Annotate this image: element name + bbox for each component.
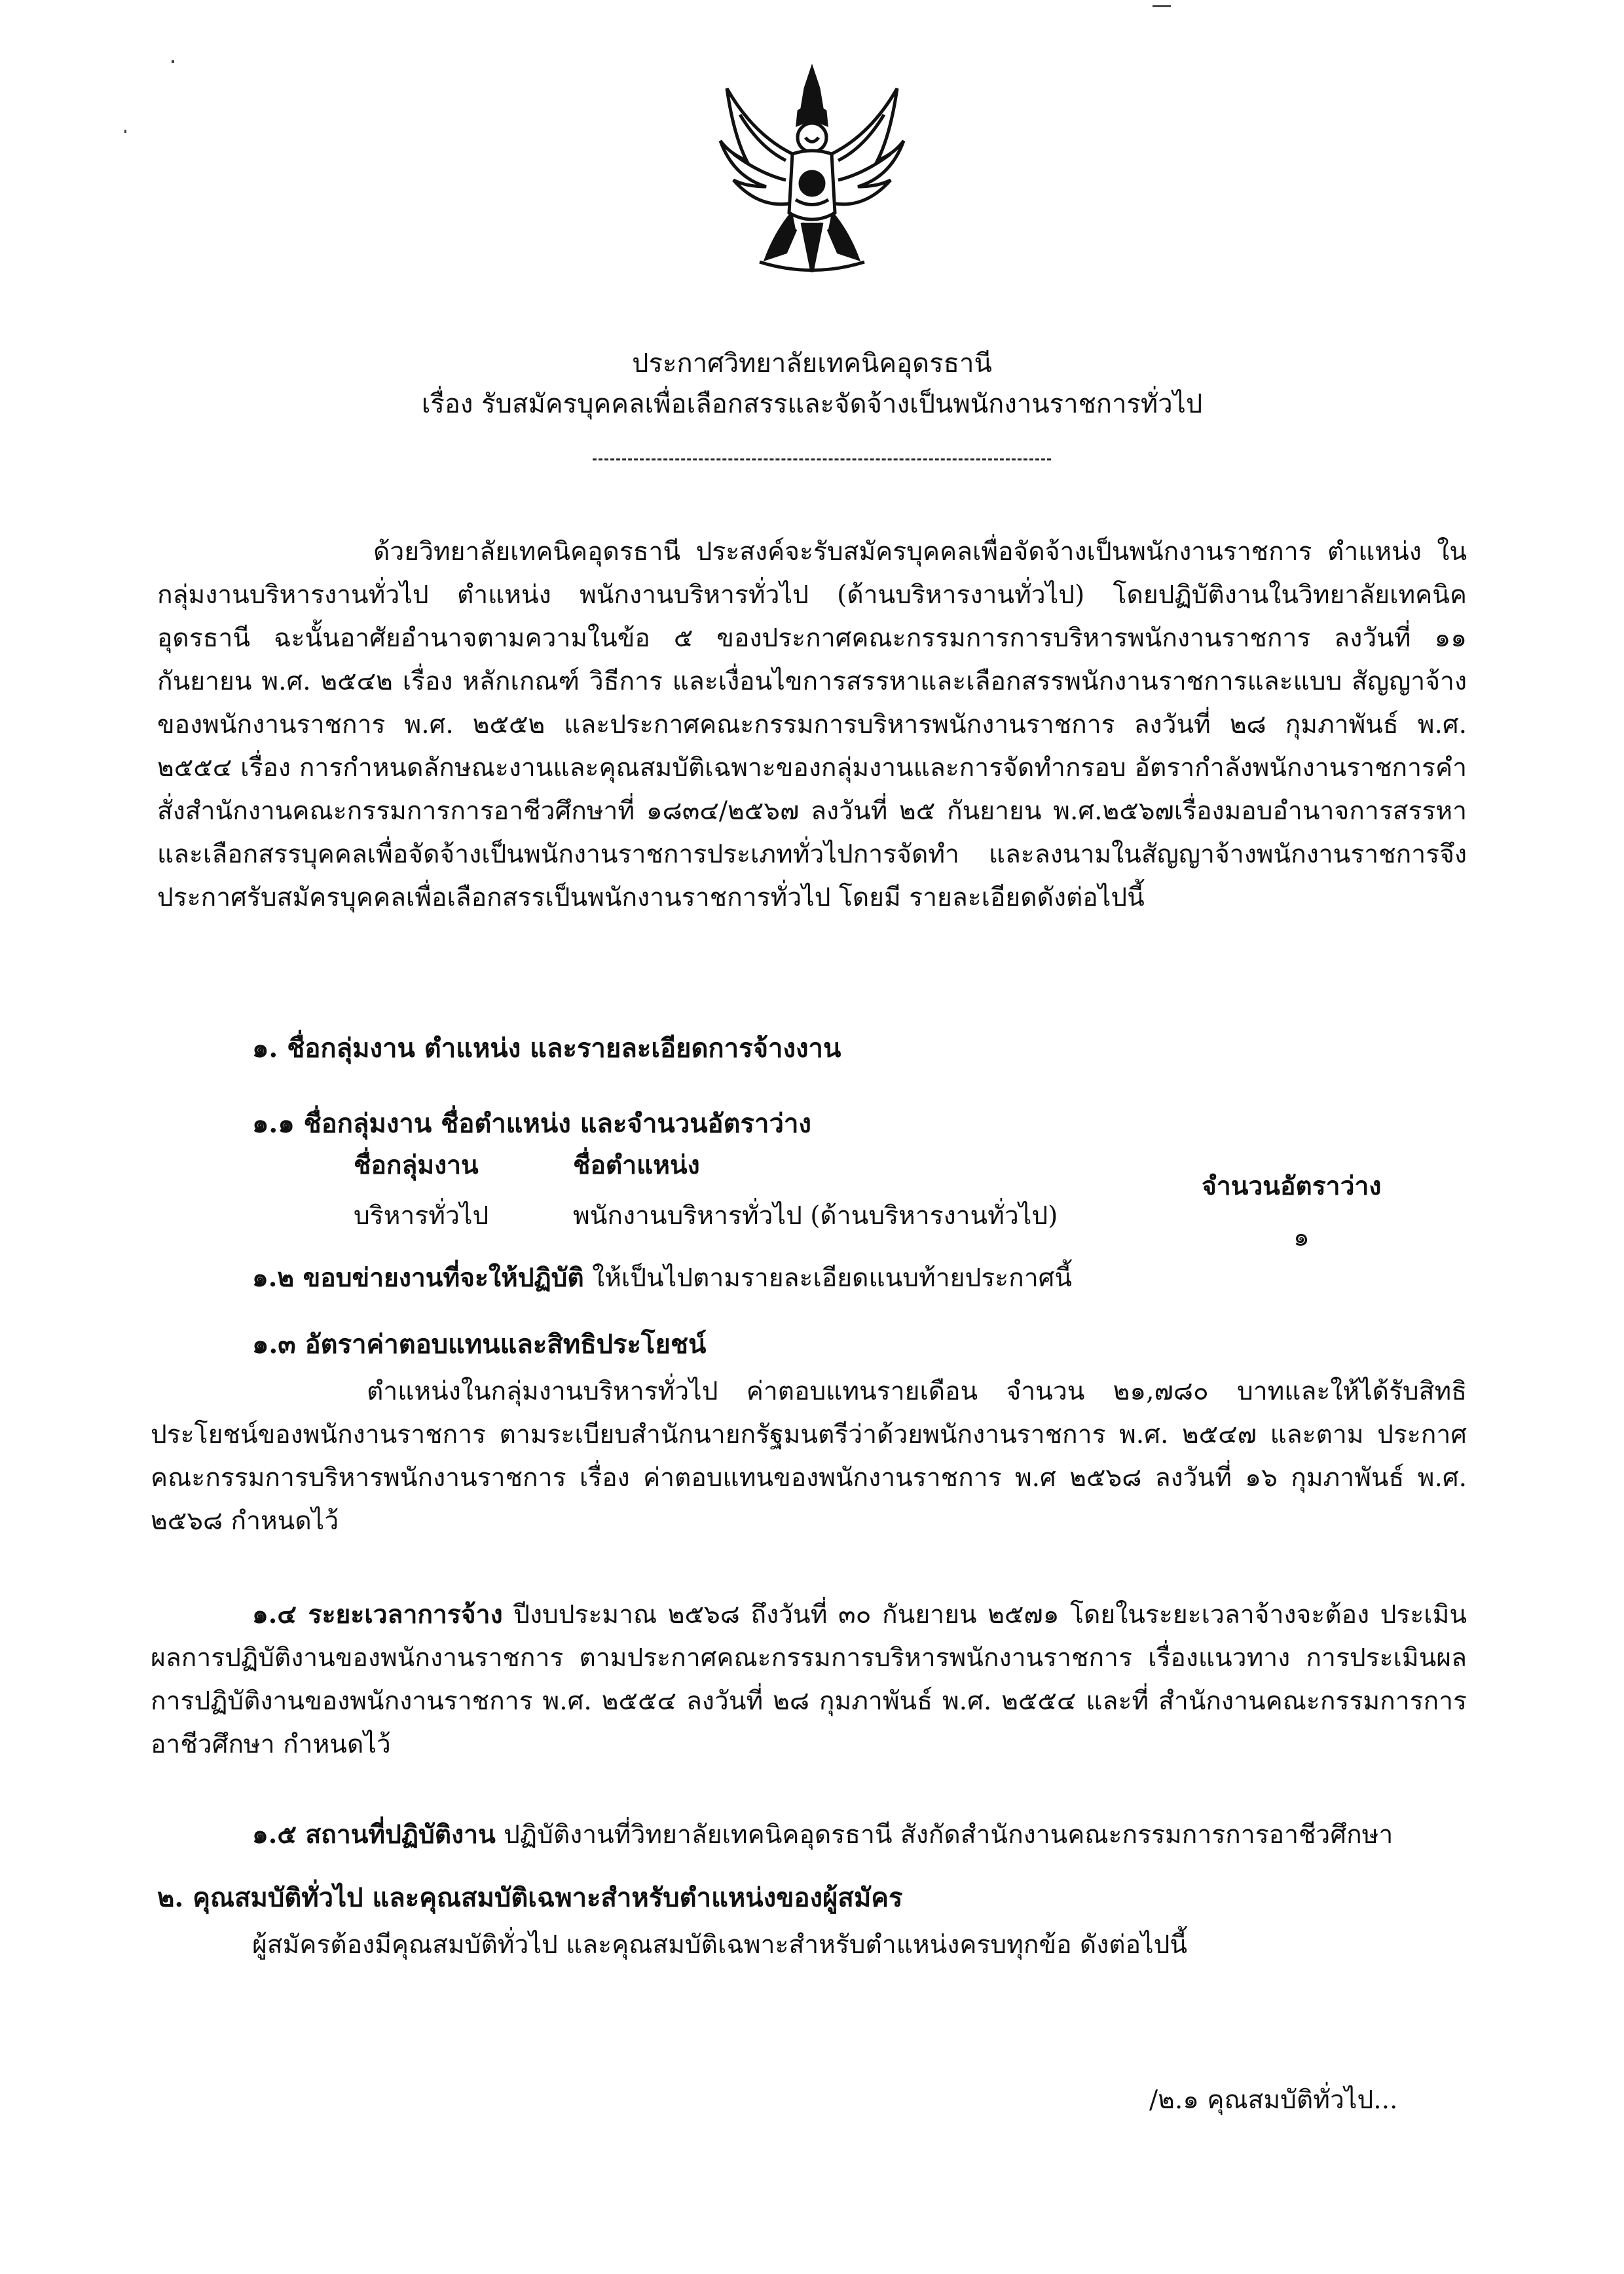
- section-1-5-text: ปฏิบัติงานที่วิทยาลัยเทคนิคอุดรธานี สังกัดสำนักงานคณะกรรมการการอาชีวศึกษา: [495, 1820, 1393, 1850]
- scan-speck: [1153, 5, 1171, 7]
- garuda-emblem-icon: [714, 62, 910, 278]
- section-1-3-heading: ๑.๓ อัตราค่าตอบแทนและสิทธิประโยชน์: [252, 1329, 707, 1360]
- section-1-5: [252, 1814, 1393, 1855]
- section-1-4-text: ปีงบประมาณ ๒๕๖๘ ถึงวันที่ ๓๐ กันยายน ๒๕๗๑ โดยในระยะเวลาจ้างจะต้อง ประเมินผลการปฏิบัติงานของพนักงานราชการ ตามประกาศคณะกรรมการบริหารพนักงานราชการ เรื่องแนวทาง การประเมินผลการปฏิบัติงานของพนักงานราชการ พ.ศ. ๒๕๕๔ ลงวันที่ ๒๘ กุมภาพันธ์ พ.ศ. ๒๕๕๔ และที่ สำนักงานคณะกรรมการการอาชีวศึกษา กำหนดไว้: [151, 1600, 1467, 1759]
- row-position-name: พนักงานบริหารทั่วไป (ด้านบริหารงานทั่วไป): [573, 1201, 1058, 1231]
- title-divider: [593, 458, 1051, 460]
- section-1-2-text: ให้เป็นไปตามรายละเอียดแนบท้ายประกาศนี้: [583, 1263, 1073, 1293]
- row-group-name: บริหารทั่วไป: [354, 1201, 489, 1231]
- scan-speck: [124, 130, 126, 133]
- intro-paragraph: ด้วยวิทยาลัยเทคนิคอุดรธานี ประสงค์จะรับสมัครบุคคลเพื่อจัดจ้างเป็นพนักงานราชการ ตำแหน่ง ในกลุ่มงานบริหารงานทั่วไป ตำแหน่ง พนักงานบริหารทั่วไป (ด้านบริหารงานทั่วไป) โดยปฏิบัติงานในวิทยาลัยเทคนิค อุดรธานี ฉะนั้นอาศัยอำนาจตามความในข้อ ๕ ของประกาศคณะกรรมการการบริหารพนักงานราชการ ลงวันที่ ๑๑ กันยายน พ.ศ. ๒๕๔๒ เรื่อง หลักเกณฑ์ วิธีการ และเงื่อนไขการสรรหาและเลือกสรรพนักงานราชการและแบบ สัญญาจ้างของพนักงานราชการ พ.ศ. ๒๕๕๒ และประกาศคณะกรรมการบริหารพนักงานราชการ ลงวันที่ ๒๘ กุมภาพันธ์ พ.ศ. ๒๕๕๔ เรื่อง การกำหนดลักษณะงานและคุณสมบัติเฉพาะของกลุ่มงานและการจัดทำกรอบ อัตรากำลังพนักงานราชการคำสั่งสำนักงานคณะกรรมการการอาชีวศึกษาที่ ๑๘๓๔/๒๕๖๗ ลงวันที่ ๒๕ กันยายน พ.ศ.๒๕๖๗เรื่องมอบอำนาจการสรรหาและเลือกสรรบุคคลเพื่อจัดจ้างเป็นพนักงานราชการประเภททั่วไปการจัดทำ และลงนามในสัญญาจ้างพนักงานราชการจึงประกาศรับสมัครบุคคลเพื่อเลือกสรรเป็นพนักงานราชการทั่วไป โดยมี รายละเอียดดังต่อไปนี้: [157, 537, 1467, 912]
- announcement-subject: เรื่อง รับสมัครบุคคลเพื่อเลือกสรรและจัดจ้างเป็นพนักงานราชการทั่วไป: [421, 389, 1203, 419]
- section-2-text: ผู้สมัครต้องมีคุณสมบัติทั่วไป และคุณสมบัติเฉพาะสำหรับตำแหน่งครบทุกข้อ ดังต่อไปนี้: [252, 1930, 1188, 1960]
- continuation-note: /๒.๑ คุณสมบัติทั่วไป...: [1149, 2085, 1398, 2115]
- section-1-4: [151, 1593, 1467, 1766]
- section-2-heading: ๒. คุณสมบัติทั่วไป และคุณสมบัติเฉพาะสำหรับตำแหน่งของผู้สมัคร: [157, 1882, 903, 1913]
- section-1-4-heading: ๑.๔ ระยะเวลาการจ้าง: [252, 1599, 503, 1630]
- section-1-3-text: ตำแหน่งในกลุ่มงานบริหารทั่วไป ค่าตอบแทนรายเดือน จำนวน ๒๑,๗๘๐ บาทและให้ได้รับสิทธิ ประโยชน์ของพนักงานราชการ ตามระเบียบสำนักนายกรัฐมนตรีว่าด้วยพนักงานราชการ พ.ศ. ๒๕๔๗ และตาม ประกาศคณะกรรมการบริหารพนักงานราชการ เรื่อง ค่าตอบแทนของพนักงานราชการ พ.ศ ๒๕๖๘ ลงวันที่ ๑๖ กุมภาพันธ์ พ.ศ. ๒๕๖๘ กำหนดไว้: [151, 1377, 1467, 1536]
- row-vacancy-count: ๑: [1293, 1223, 1310, 1252]
- scan-speck: [172, 60, 174, 63]
- column-header-position: ชื่อตำแหน่ง: [573, 1150, 700, 1180]
- section-1-heading: ๑. ชื่อกลุ่มงาน ตำแหน่ง และรายละเอียดการจ้างงาน: [252, 1033, 841, 1064]
- announcement-title: ประกาศวิทยาลัยเทคนิคอุดรธานี: [632, 348, 992, 379]
- section-1-1-heading: ๑.๑ ชื่อกลุ่มงาน ชื่อตำแหน่ง และจำนวนอัตราว่าง: [252, 1108, 811, 1139]
- section-1-2: [252, 1258, 1072, 1298]
- column-header-vacancies: จำนวนอัตราว่าง: [1202, 1171, 1382, 1201]
- column-header-group: ชื่อกลุ่มงาน: [354, 1150, 479, 1180]
- section-1-2-heading: ๑.๒ ขอบข่ายงานที่จะให้ปฏิบัติ: [252, 1263, 584, 1293]
- section-1-5-heading: ๑.๕ สถานที่ปฏิบัติงาน: [252, 1819, 496, 1850]
